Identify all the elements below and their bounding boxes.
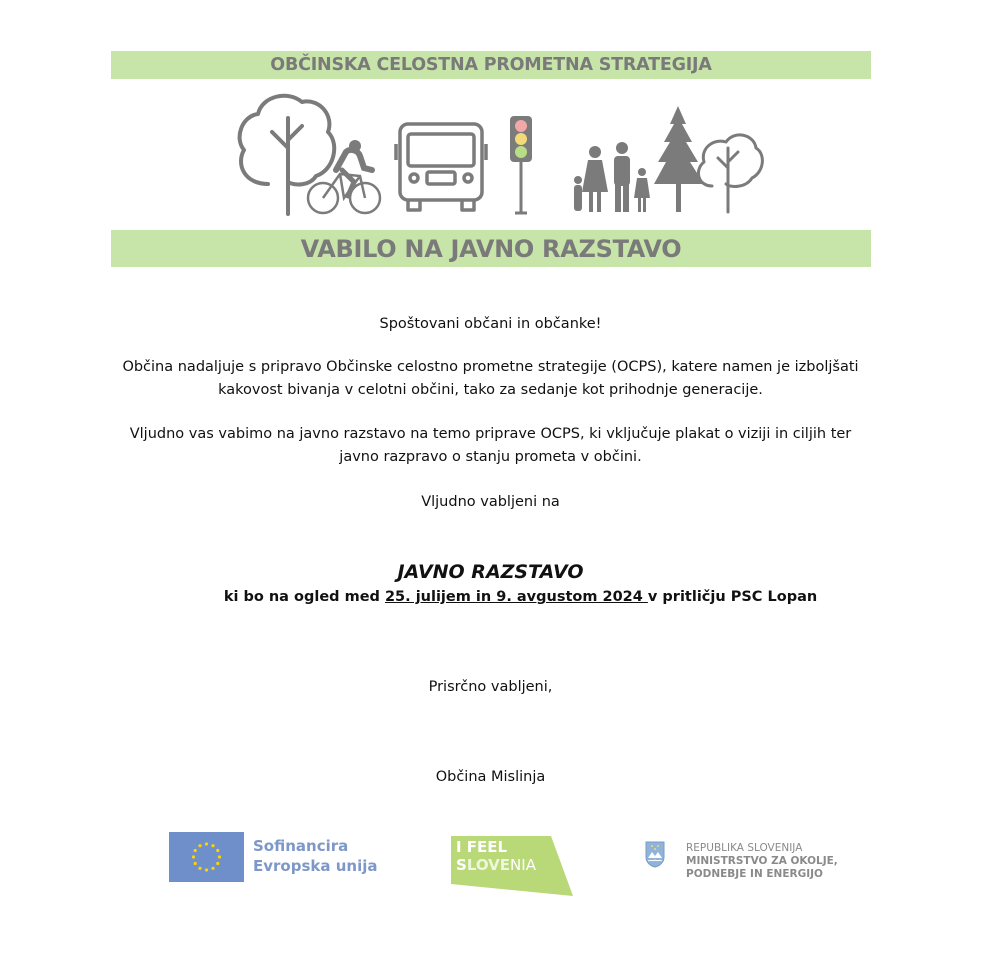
signature: Občina Mislinja [435, 769, 546, 785]
slo-line-1: I FEEL [456, 838, 508, 856]
traffic-light-icon [510, 116, 532, 213]
mobility-illustration [230, 86, 770, 222]
closing-line: Prisrčno vabljeni, [428, 679, 553, 695]
strategy-title: OBČINSKA CELOSTNA PROMETNA STRATEGIJA [270, 55, 712, 75]
invitation-title: VABILO NA JAVNO RAZSTAVO [300, 235, 682, 263]
ministry-line-2: MINISTRSTVO ZA OKOLJE, [686, 855, 838, 867]
date-suffix: v pritličju PSC Lopan [647, 589, 818, 605]
ministry-text [686, 842, 838, 881]
eu-line-2: Evropska unija [253, 857, 378, 875]
ministry-line-1: REPUBLIKA SLOVENIJA [686, 842, 803, 854]
family-icon [574, 142, 650, 212]
small-tree-icon [698, 135, 762, 212]
slo-line-2b: LOVE [466, 856, 511, 874]
bus-icon [396, 124, 486, 210]
slovenia-crest-icon [645, 841, 665, 868]
slo-line-2c: NIA [510, 856, 536, 874]
fir-tree-icon [654, 106, 704, 212]
event-date-line [100, 589, 881, 605]
i-feel-slovenia-text [456, 838, 536, 874]
intro-paragraph: Občina nadaljuje s pripravo Občinske celostno prometne strategije (OCPS), katere namen je izboljšati kakovost bivanja v celotni občini, tako za sedanje kot prihodnje generacije. [122, 359, 859, 398]
slo-line-2a: S [456, 856, 467, 874]
date-range: 25. julijem in 9. avgustom 2024 [384, 589, 648, 605]
invitation-title-band [111, 230, 871, 267]
eu-cofunding-text [253, 836, 377, 876]
date-prefix: ki bo na ogled med [223, 589, 385, 605]
invitation-paragraph: Vljudno vas vabimo na javno razstavo na temo priprave OCPS, ki vključuje plakat o viziji in ciljih ter javno razpravo o stanju prometa v občini. [129, 426, 852, 465]
greeting: Spoštovani občani in občanke! [379, 316, 602, 332]
invited-line: Vljudno vabljeni na [421, 494, 560, 510]
event-title: JAVNO RAZSTAVO [397, 561, 584, 583]
strategy-title-band [111, 51, 871, 79]
eu-line-1: Sofinancira [253, 837, 349, 855]
eu-flag-icon [169, 832, 244, 882]
tree-icon [240, 96, 335, 214]
ministry-line-3: PODNEBJE IN ENERGIJO [686, 868, 823, 880]
